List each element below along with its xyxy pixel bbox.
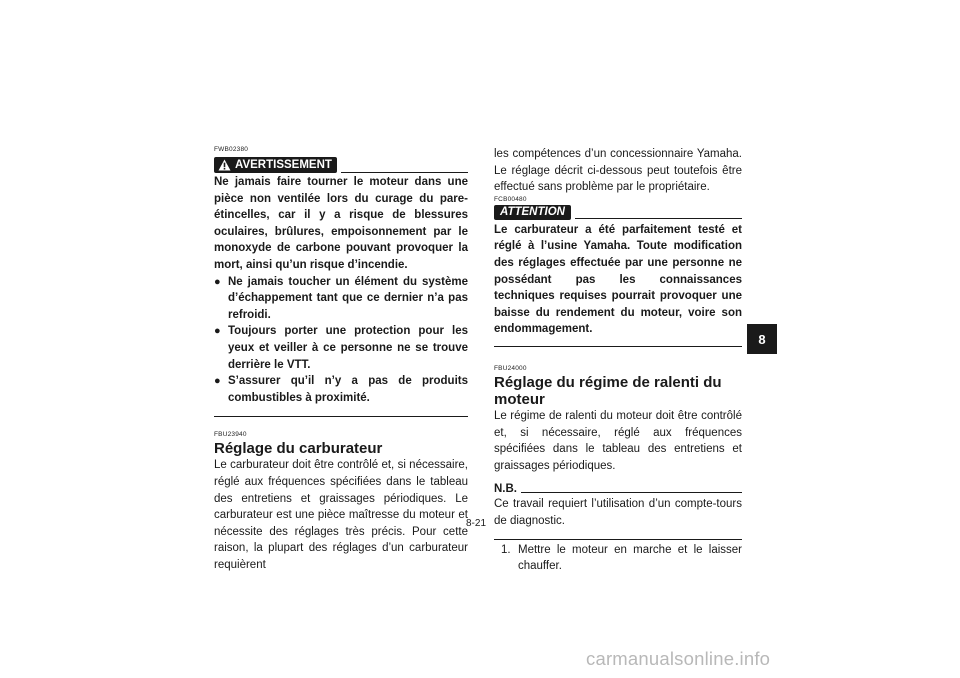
continued-text: les compétences d’un concessionnaire Yamaha. Le réglage décrit ci-dessous peut toutefois être effectué sans problème par le propriétaire.	[494, 148, 742, 194]
section-text: Le carburateur doit être contrôlé et, si nécessaire, réglé aux fréquences spécifiées dans le tableau des entretiens et graissages périodiques. Le carburateur est une pièce maîtresse du moteur et nécessite des réglages très précis. Pour cette raison, la plupart des réglages d’un carburateur requièrent	[214, 459, 468, 571]
attention-text: Le carburateur a été parfaitement testé et réglé à l’usine Yamaha. Toute modification des réglages effectuée par une personne ne possédant pas les connaissances techniques requises pourrait provoquer une baisse du rendement du moteur, voire son endommagement.	[494, 223, 742, 336]
section-text: Le régime de ralenti du moteur doit être contrôlé et, si nécessaire, réglé aux fréquences spécifiées dans le tableau des entretiens et graissages périodiques.	[494, 409, 742, 472]
warning-badge	[214, 157, 337, 173]
section-code: FBU24000	[494, 364, 527, 372]
warning-triangle-icon	[218, 159, 231, 171]
attention-header	[494, 205, 742, 220]
warning-bullet	[214, 323, 468, 373]
section-title: Réglage du régime de ralenti du moteur	[494, 373, 722, 408]
nb-header	[494, 482, 742, 496]
attention-end-rule	[494, 346, 742, 347]
right-column	[494, 146, 742, 575]
chapter-tab: 8	[747, 324, 777, 354]
left-column	[214, 146, 468, 573]
bullet-dot-icon: ●	[214, 325, 221, 338]
attention-code: FCB00480	[494, 195, 527, 203]
warning-bullet-text: Ne jamais toucher un élément du système d’échappement tant que ce dernier n’a pas refroidi.	[228, 275, 468, 321]
section-title: Réglage du carburateur	[214, 440, 383, 458]
warning-code: FWB02380	[214, 146, 249, 153]
warning-label: AVERTISSEMENT	[235, 159, 332, 171]
warning-text: Ne jamais faire tourner le moteur dans une pièce non ventilée lors du curage du pare-étincelles, car il y a risque de blessures oculaires, brûlures, empoisonnement par le monoxyde de carbone pouvant provoquer la mort, ainsi qu’un risque d’incendie.	[214, 176, 468, 271]
attention-badge: ATTENTION	[494, 205, 571, 220]
nb-text: Ce travail requiert l’utilisation d’un compte-tours de diagnostic.	[494, 498, 742, 527]
bullet-dot-icon: ●	[214, 275, 221, 288]
warning-rule	[341, 172, 468, 173]
nb-end-rule	[494, 539, 742, 540]
watermark: carmanualsonline.info	[586, 648, 771, 669]
page-number: 8-21	[466, 518, 487, 529]
bullet-dot-icon: ●	[214, 375, 221, 388]
nb-label: N.B.	[494, 483, 517, 496]
step-item	[494, 542, 742, 575]
warning-bullet	[214, 274, 468, 324]
warning-bullet	[214, 373, 468, 406]
warning-header	[214, 157, 468, 173]
attention-rule	[575, 218, 742, 219]
section-code: FBU23940	[214, 431, 247, 439]
step-number: 1.	[501, 543, 511, 556]
warning-bullet-text: S’assurer qu’il n’y a pas de produits combustibles à proximité.	[228, 375, 468, 404]
step-text: Mettre le moteur en marche et le laisser chauffer.	[518, 543, 742, 573]
nb-rule	[521, 492, 742, 493]
warning-end-rule	[214, 416, 468, 417]
warning-bullet-text: Toujours porter une protection pour les yeux et veiller à ce personne ne se trouve derrière le VTT.	[228, 325, 468, 371]
